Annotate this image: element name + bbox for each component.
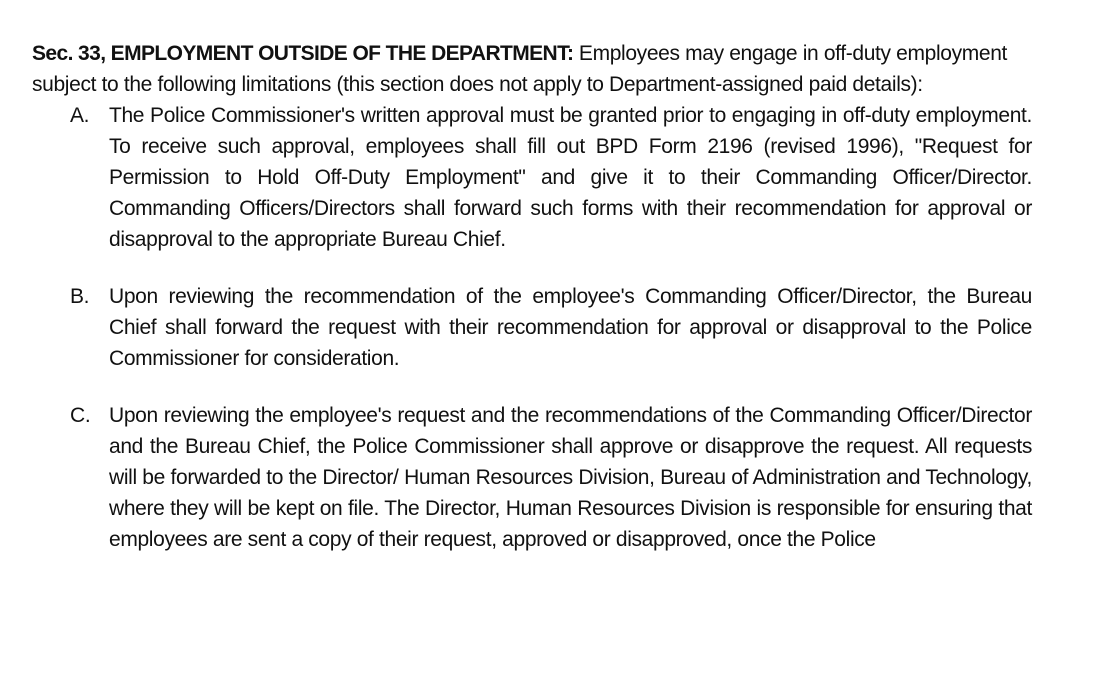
document-page: [32, 38, 1032, 555]
list-item-text: Upon reviewing the recommendation of the employee's Commanding Officer/Director, the Bureau Chief shall forward the request with their recommendation for approval or disapproval to the Police Commissioner for consideration.: [109, 285, 1032, 370]
list-item-letter: A.: [70, 104, 90, 127]
list-item-letter: B.: [70, 285, 90, 308]
section-heading: Sec. 33, EMPLOYMENT OUTSIDE OF THE DEPARTMENT:: [32, 42, 574, 65]
list-item-a: [32, 100, 1032, 255]
list-item-letter: C.: [70, 404, 91, 427]
list-item-c: [32, 400, 1032, 555]
limitations-list: [32, 100, 1032, 555]
list-item-text: Upon reviewing the employee's request and the recommendations of the Commanding Officer/Director and the Bureau Chief, the Police Commissioner shall approve or disapprove the request. All requests will be forwarded to the Director/ Human Resources Division, Bureau of Administration and Technology, where they will be kept on file. The Director, Human Resources Division is responsible for ensuring that employees are sent a copy of their request, approved or disapproved, once the Police: [109, 404, 1032, 551]
list-item-text: The Police Commissioner's written approval must be granted prior to engaging in off-duty employment. To receive such approval, employees shall fill out BPD Form 2196 (revised 1996), "Request for Permission to Hold Off-Duty Employment" and give it to their Commanding Officer/Director. Commanding Officers/Directors shall forward such forms with their recommendation for approval or disapproval to the appropriate Bureau Chief.: [109, 104, 1032, 251]
section-intro-text: Employees may engage in off-duty employment subject to the following limitations (this section does not apply to Department-assigned paid details):: [32, 42, 1008, 96]
list-item-b: [32, 281, 1032, 374]
section-intro-paragraph: [32, 38, 1032, 100]
